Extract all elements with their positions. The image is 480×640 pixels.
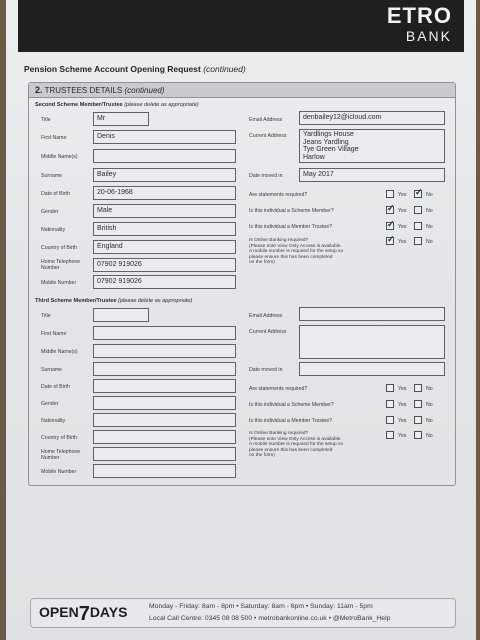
- third-first-name-label: First Name: [41, 331, 67, 337]
- second-moved-in-field[interactable]: May 2017: [299, 168, 445, 182]
- second-member-yes-checkbox[interactable]: [386, 203, 395, 214]
- third-email-field[interactable]: [299, 307, 445, 321]
- third-first-name-field[interactable]: [93, 326, 236, 340]
- second-first-name-label: First Name: [41, 135, 67, 141]
- third-moved-in-label: Date moved in: [249, 367, 283, 373]
- third-moved-in-field[interactable]: [299, 362, 445, 376]
- second-nationality-field[interactable]: British: [93, 222, 236, 236]
- third-middle-name-field[interactable]: [93, 344, 236, 358]
- section-title: TRUSTEES DETAILS: [44, 86, 123, 95]
- form-page: [6, 0, 476, 640]
- header-bar: [18, 0, 464, 52]
- second-gender-field[interactable]: Male: [93, 204, 236, 218]
- second-dob-label: Date of Birth: [41, 191, 70, 197]
- seven-text: 7: [78, 603, 90, 625]
- second-title-field[interactable]: Mr: [93, 112, 149, 126]
- third-mobile-label: Mobile Number: [41, 469, 77, 475]
- checkmark-icon: ✓: [387, 219, 395, 229]
- no-label: No: [426, 386, 433, 392]
- third-member-yes-checkbox[interactable]: [386, 400, 394, 408]
- third-surname-label: Surname: [41, 367, 63, 373]
- second-country-label: Country of Birth: [41, 245, 78, 251]
- form-title-suffix: (continued): [203, 64, 246, 74]
- third-heading-note: (please delete as appropriate): [118, 298, 193, 304]
- third-middle-name-label: Middle Name(s): [41, 349, 78, 355]
- yes-label: Yes: [398, 239, 407, 245]
- third-home-tel-field[interactable]: [93, 447, 236, 461]
- section-number: 2.: [35, 85, 43, 95]
- second-heading-text: Second Scheme Member/Trustee: [35, 102, 123, 108]
- second-heading-note: (please delete as appropriate): [124, 102, 199, 108]
- third-q-online: Is Online Banking required? (Please note View Only Access is available. A mobile number is required for the setup so please ensure this has been completed on the form): [249, 431, 344, 459]
- contact-line: Local Call Centre: 0345 08 08 500 • metrobankonline.co.uk • @MetroBank_Help: [149, 615, 391, 622]
- third-email-label: Email Address: [249, 313, 283, 319]
- section-heading: [29, 83, 455, 98]
- third-q-trustee: Is this individual a Member Trustee?: [249, 418, 333, 424]
- second-mobile-label: Mobile Number: [41, 280, 77, 286]
- third-trustee-yes-checkbox[interactable]: [386, 416, 394, 424]
- second-first-name-field[interactable]: Denis: [93, 130, 236, 144]
- second-address-label: Current Address: [249, 133, 287, 139]
- yes-label: Yes: [398, 418, 407, 424]
- third-address-field[interactable]: [299, 325, 445, 359]
- third-address-label: Current Address: [249, 329, 287, 335]
- second-country-field[interactable]: England: [93, 240, 236, 254]
- second-trustee-heading: [35, 102, 199, 108]
- second-q-statements: Are statements required?: [249, 192, 308, 198]
- second-trustee-yes-checkbox[interactable]: [386, 219, 395, 230]
- form-title: [24, 64, 246, 74]
- third-surname-field[interactable]: [93, 362, 236, 376]
- third-country-field[interactable]: [93, 430, 236, 444]
- no-label: No: [426, 433, 433, 439]
- third-online-no-checkbox[interactable]: [414, 431, 422, 439]
- no-label: No: [426, 208, 433, 214]
- third-gender-label: Gender: [41, 401, 59, 407]
- third-statements-no-checkbox[interactable]: [414, 384, 422, 392]
- second-middle-name-label: Middle Name(s): [41, 154, 78, 160]
- second-q-trustee: Is this individual a Member Trustee?: [249, 224, 333, 230]
- no-label: No: [426, 418, 433, 424]
- logo-top-text: ETRO: [386, 3, 452, 28]
- second-online-yes-checkbox[interactable]: [386, 234, 395, 245]
- checkmark-icon: ✓: [387, 203, 395, 213]
- third-dob-label: Date of Birth: [41, 384, 70, 390]
- second-q-online: Is Online Banking required? (Please note View Only Access is available. A mobile number is required for the setup so please ensure this has been completed on the form): [249, 238, 344, 266]
- third-country-label: Country of Birth: [41, 435, 78, 441]
- open-text: OPEN: [39, 604, 79, 620]
- third-nationality-field[interactable]: [93, 413, 236, 427]
- checkmark-icon: ✓: [387, 234, 395, 244]
- third-mobile-field[interactable]: [93, 464, 236, 478]
- third-trustee-no-checkbox[interactable]: [414, 416, 422, 424]
- second-dob-field[interactable]: 20-06-1968: [93, 186, 236, 200]
- no-label: No: [426, 239, 433, 245]
- third-home-tel-label: Home Telephone Number: [41, 449, 81, 462]
- second-trustee-no-checkbox[interactable]: [414, 222, 422, 230]
- logo-bottom-text: BANK: [405, 28, 452, 44]
- third-trustee-heading: [35, 298, 192, 304]
- yes-label: Yes: [398, 192, 407, 198]
- third-gender-field[interactable]: [93, 396, 236, 410]
- second-q-member: Is this individual a Scheme Member?: [249, 208, 334, 214]
- days-text: DAYS: [89, 604, 128, 620]
- second-nationality-label: Nationality: [41, 227, 66, 233]
- second-home-tel-field[interactable]: 07902 919026: [93, 258, 236, 272]
- second-address-field[interactable]: Yardlings House Jeans Yardling Tye Green Village Harlow: [299, 129, 445, 163]
- trustees-section: [28, 82, 456, 486]
- second-statements-no-checkbox[interactable]: [414, 187, 423, 198]
- yes-label: Yes: [398, 402, 407, 408]
- third-member-no-checkbox[interactable]: [414, 400, 422, 408]
- second-moved-in-label: Date moved in: [249, 173, 283, 179]
- third-title-label: Title: [41, 313, 51, 319]
- third-q-member: Is this individual a Scheme Member?: [249, 402, 334, 408]
- second-member-no-checkbox[interactable]: [414, 206, 422, 214]
- second-online-no-checkbox[interactable]: [414, 237, 422, 245]
- metro-bank-logo: [387, 4, 452, 44]
- opening-hours: Monday - Friday: 8am - 8pm • Saturday: 8am - 6pm • Sunday: 11am - 5pm: [149, 603, 373, 610]
- yes-label: Yes: [398, 208, 407, 214]
- open-7-days-logo: [39, 603, 127, 626]
- second-surname-field[interactable]: Bailey: [93, 168, 236, 182]
- no-label: No: [426, 224, 433, 230]
- third-online-yes-checkbox[interactable]: [386, 431, 394, 439]
- second-gender-label: Gender: [41, 209, 59, 215]
- no-label: No: [426, 192, 433, 198]
- second-home-tel-label: Home Telephone Number: [41, 259, 81, 272]
- no-label: No: [426, 402, 433, 408]
- third-dob-field[interactable]: [93, 379, 236, 393]
- yes-label: Yes: [398, 433, 407, 439]
- section-suffix: (continued): [124, 86, 165, 95]
- yes-label: Yes: [398, 386, 407, 392]
- second-title-label: Title: [41, 117, 51, 123]
- second-middle-name-field[interactable]: [93, 149, 236, 163]
- third-heading-text: Third Scheme Member/Trustee: [35, 298, 117, 304]
- third-statements-yes-checkbox[interactable]: [386, 384, 394, 392]
- second-statements-yes-checkbox[interactable]: [386, 190, 394, 198]
- second-email-field[interactable]: denbailey12@icloud.com: [299, 111, 445, 125]
- second-surname-label: Surname: [41, 173, 63, 179]
- form-title-main: Pension Scheme Account Opening Request: [24, 64, 201, 74]
- checkmark-icon: ✓: [415, 187, 423, 197]
- third-q-statements: Are statements required?: [249, 386, 308, 392]
- yes-label: Yes: [398, 224, 407, 230]
- second-mobile-field[interactable]: 07902 919026: [93, 275, 236, 289]
- second-email-label: Email Address: [249, 117, 283, 123]
- footer-banner: [30, 598, 456, 628]
- third-title-field[interactable]: [93, 308, 149, 322]
- third-nationality-label: Nationality: [41, 418, 66, 424]
